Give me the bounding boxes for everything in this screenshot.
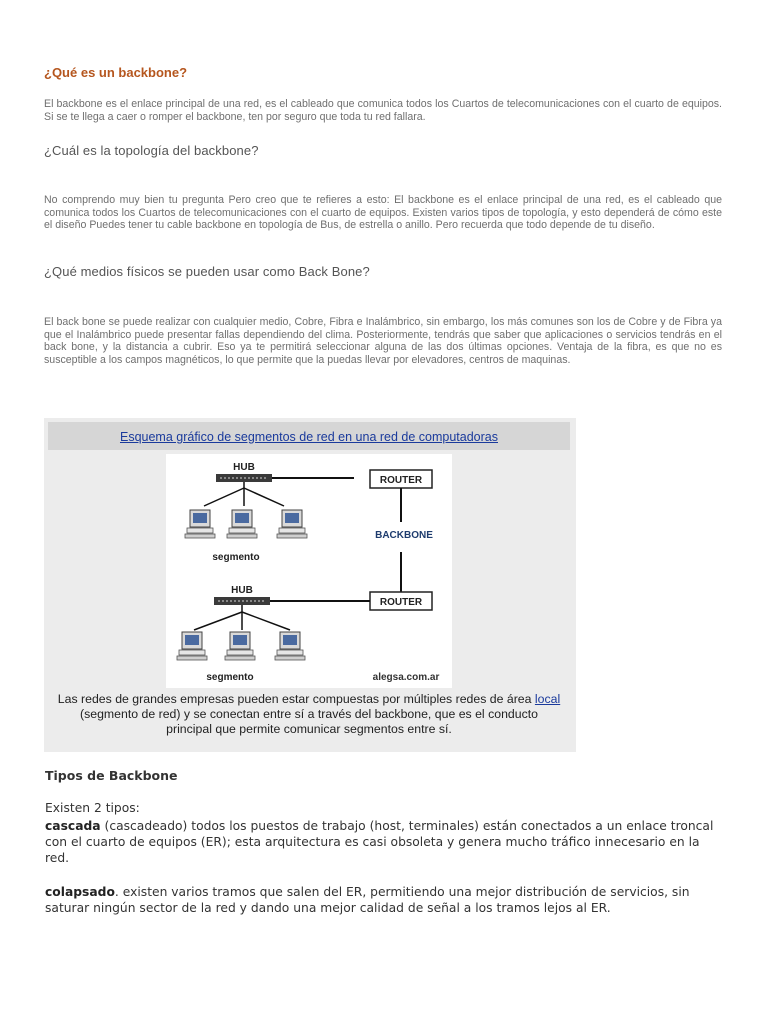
backbone-label: BACKBONE bbox=[375, 530, 433, 541]
figure-title-bar bbox=[48, 422, 570, 450]
question-title-backbone: ¿Qué es un backbone? bbox=[44, 65, 188, 80]
answer-backbone: El backbone es el enlace principal de una red, es el cableado que comunica todos los Cuartos de telecomunicaciones con el cuarto de equipos. Si se te llega a caer o romper el backbone, ten por seguro que toda tu red fallara. bbox=[44, 98, 722, 123]
hub-top-icon bbox=[216, 474, 272, 482]
figure-caption bbox=[56, 692, 562, 737]
computer-icon bbox=[185, 510, 215, 538]
computer-icon bbox=[227, 510, 257, 538]
network-diagram bbox=[166, 454, 452, 688]
computer-icon bbox=[277, 510, 307, 538]
figure-caption-bar bbox=[48, 690, 570, 740]
tipos-cascada bbox=[45, 818, 725, 866]
image-credit: alegsa.com.ar bbox=[372, 672, 440, 683]
computer-icon bbox=[177, 632, 207, 660]
computer-icon bbox=[275, 632, 305, 660]
cascada-term: cascada bbox=[45, 819, 101, 833]
hub-label-bottom: HUB bbox=[231, 585, 253, 596]
question-title-media: ¿Qué medios físicos se pueden usar como Back Bone? bbox=[44, 264, 370, 279]
segment-label-bottom: segmento bbox=[206, 672, 254, 683]
colapsado-term: colapsado bbox=[45, 885, 115, 899]
segment-label-top: segmento bbox=[212, 552, 260, 563]
router-top-label: ROUTER bbox=[379, 475, 423, 486]
caption-text-end: (segmento de red) y se conectan entre sí a través del backbone, que es el conducto principal que permite comunicar segmentos entre sí. bbox=[80, 707, 538, 736]
colapsado-text: . existen varios tramos que salen del ER, permitiendo una mejor distribución de servicios, sin saturar ningún sector de la red y dando una mejor calidad de señal a los tramos lejos al ER. bbox=[45, 885, 690, 915]
tipos-heading: Tipos de Backbone bbox=[45, 768, 178, 783]
network-diagram-svg bbox=[166, 454, 452, 688]
tipos-intro: Existen 2 tipos: bbox=[45, 801, 140, 815]
hub-label-top: HUB bbox=[233, 462, 255, 473]
network-diagram-figure bbox=[44, 418, 576, 752]
router-bottom-label: ROUTER bbox=[379, 597, 423, 608]
caption-link-local[interactable]: local bbox=[534, 692, 561, 706]
computer-icon bbox=[225, 632, 255, 660]
answer-topology: No comprendo muy bien tu pregunta Pero creo que te refieres a esto: El backbone es el enlace principal de una red, es el cableado que comunica todos los Cuartos de telecomunicaciones con el cuarto de equipos. Existen varios tipos de topología, y esto dependerá de cómo este el diseño Puedes tener tu cable backbone en topología de Bus, de estrella o anillo. Pero recuerda que todo depende de tu diseño. bbox=[44, 194, 722, 232]
question-title-topology: ¿Cuál es la topología del backbone? bbox=[44, 143, 259, 158]
caption-text-start: Las redes de grandes empresas pueden estar compuestas por múltiples redes de área bbox=[57, 692, 535, 706]
answer-media: El back bone se puede realizar con cualquier medio, Cobre, Fibra e Inalámbrico, sin embargo, los más comunes son los de Cobre y de Fibra ya que el Inalámbrico puede presentar fallas dependiendo del clima. Posteriormente, tendrás que saber que aplicaciones o servicios tendrás en el back bone, y la distancia a cubrir. Eso ya te permitirá seleccionar alguna de las dos últimas opciones. Ventaja de la fibra, es que no es susceptible a los campos magnéticos, lo que permite que la puedas llevar por elevadores, centros de maquinas. bbox=[44, 316, 722, 366]
hub-bottom-icon bbox=[214, 597, 270, 605]
cascada-text: (cascadeado) todos los puestos de trabajo (host, terminales) están conectados a un enlace troncal con el cuarto de equipos (ER); esta arquitectura es casi obsoleta y genera mucho tráfico innecesario en la red. bbox=[45, 819, 714, 865]
tipos-colapsado bbox=[45, 884, 725, 916]
figure-title[interactable]: Esquema gráfico de segmentos de red en una red de computadoras bbox=[119, 430, 498, 444]
